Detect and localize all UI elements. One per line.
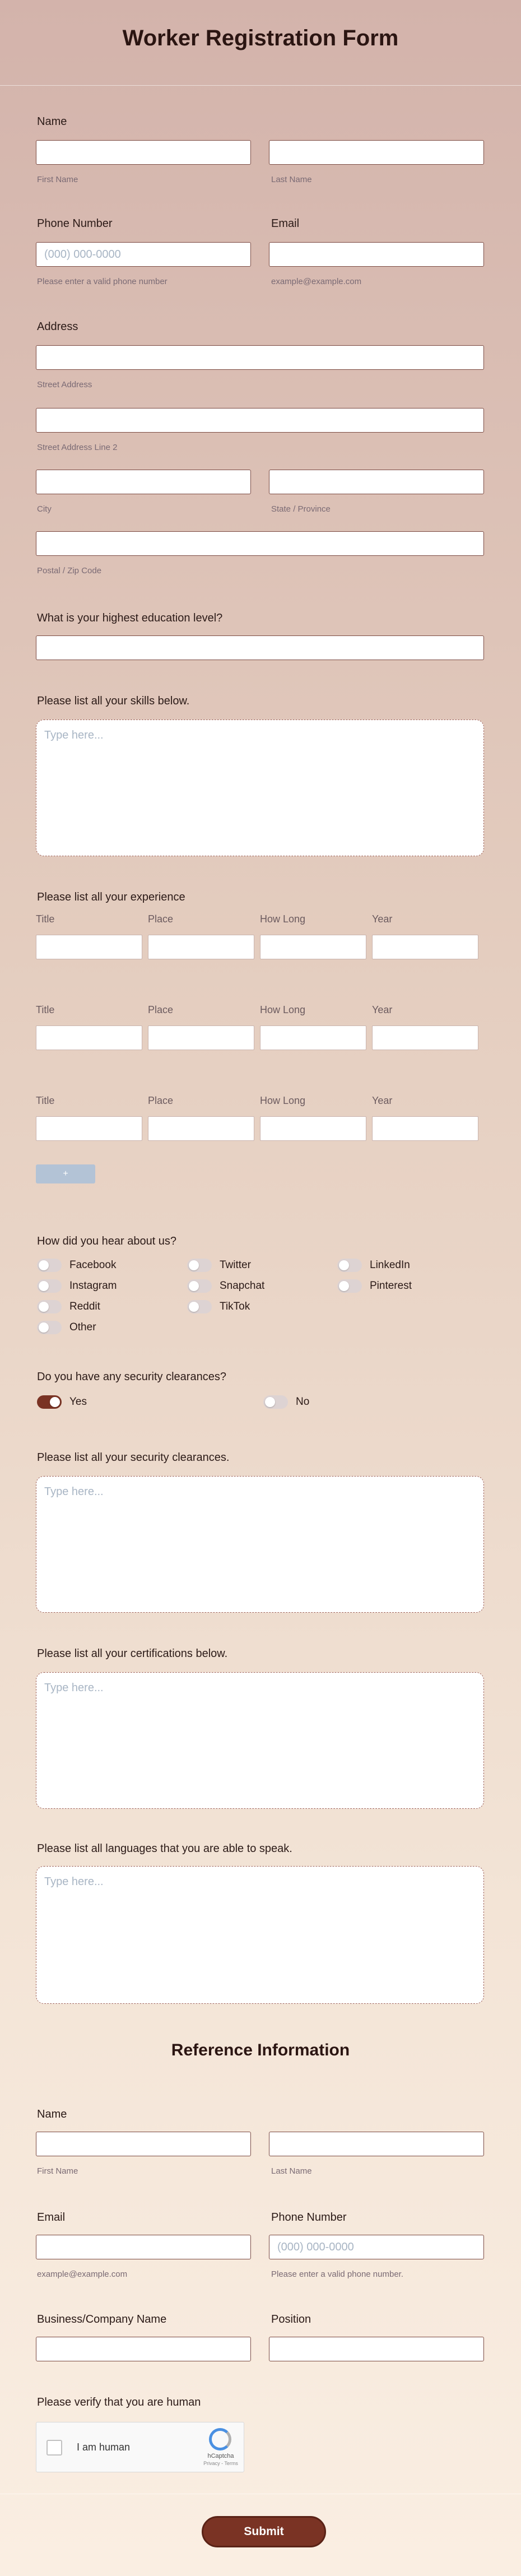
experience-place-input[interactable]	[148, 1025, 254, 1050]
education-input[interactable]	[36, 635, 484, 660]
reference-email-label: Email	[37, 2211, 66, 2224]
postal-code-sublabel: Postal / Zip Code	[37, 566, 102, 575]
option-no[interactable]	[263, 1395, 309, 1409]
option-label: TikTok	[220, 1301, 250, 1312]
option-label: Twitter	[220, 1259, 251, 1271]
option-label: Facebook	[69, 1259, 117, 1271]
option-label: Reddit	[69, 1301, 100, 1312]
skills-textarea[interactable]: Type here...	[36, 720, 484, 856]
toggle-switch[interactable]	[337, 1259, 362, 1272]
reference-first-name-input[interactable]	[36, 2132, 251, 2156]
experience-place-input[interactable]	[148, 1116, 254, 1141]
experience-col-place: Place	[148, 1095, 174, 1106]
experience-col-title: Title	[36, 913, 55, 925]
experience-how-long-input[interactable]	[260, 1025, 366, 1050]
option-label: Instagram	[69, 1280, 117, 1292]
reference-email-input[interactable]	[36, 2235, 251, 2259]
experience-title-input[interactable]	[36, 935, 142, 959]
company-label: Business/Company Name	[37, 2313, 167, 2326]
experience-col-how-long: How Long	[260, 1095, 306, 1106]
toggle-switch[interactable]	[37, 1259, 62, 1272]
option-other[interactable]	[37, 1321, 96, 1334]
experience-col-title: Title	[36, 1004, 55, 1015]
reference-last-name-sublabel: Last Name	[271, 2166, 312, 2176]
city-input[interactable]	[36, 470, 251, 494]
email-label: Email	[271, 217, 300, 230]
toggle-switch[interactable]	[37, 1321, 62, 1334]
captcha-checkbox[interactable]	[46, 2440, 62, 2456]
reference-phone-label: Phone Number	[271, 2211, 347, 2224]
experience-how-long-input[interactable]	[260, 1116, 366, 1141]
certifications-textarea[interactable]: Type here...	[36, 1672, 484, 1809]
certifications-label: Please list all your certifications below.	[37, 1647, 228, 1660]
option-label: No	[296, 1396, 310, 1408]
experience-col-how-long: How Long	[260, 1004, 306, 1015]
option-yes[interactable]	[37, 1395, 87, 1409]
experience-title-input[interactable]	[36, 1116, 142, 1141]
experience-year-input[interactable]	[372, 1025, 478, 1050]
experience-col-how-long: How Long	[260, 913, 306, 925]
state-input[interactable]	[269, 470, 484, 494]
experience-col-year: Year	[372, 1004, 393, 1015]
hcaptcha-logo-icon	[209, 2428, 231, 2450]
first-name-input[interactable]	[36, 140, 251, 165]
clearances-list-label: Please list all your security clearances.	[37, 1451, 230, 1464]
experience-col-title: Title	[36, 1095, 55, 1106]
option-label: LinkedIn	[370, 1259, 410, 1271]
experience-label: Please list all your experience	[37, 891, 185, 903]
experience-col-year: Year	[372, 913, 393, 925]
toggle-switch[interactable]	[263, 1395, 288, 1409]
captcha-widget	[36, 2422, 244, 2472]
toggle-switch[interactable]	[337, 1279, 362, 1293]
clearances-question-label: Do you have any security clearances?	[37, 1371, 226, 1383]
last-name-sublabel: Last Name	[271, 175, 312, 184]
reference-phone-input[interactable]: (000) 000-0000	[269, 2235, 484, 2259]
option-snapchat[interactable]	[187, 1279, 264, 1293]
skills-label: Please list all your skills below.	[37, 695, 190, 707]
reference-name-label: Name	[37, 2108, 67, 2120]
option-pinterest[interactable]	[337, 1279, 412, 1293]
option-tiktok[interactable]	[187, 1300, 250, 1313]
experience-col-year: Year	[372, 1095, 393, 1106]
name-label: Name	[37, 115, 67, 128]
option-label: Snapchat	[220, 1280, 265, 1292]
phone-input[interactable]: (000) 000-0000	[36, 242, 251, 267]
postal-code-input[interactable]	[36, 531, 484, 556]
phone-sublabel: Please enter a valid phone number	[37, 277, 168, 286]
street-address-input[interactable]	[36, 345, 484, 370]
option-facebook[interactable]	[37, 1259, 116, 1272]
toggle-switch[interactable]	[37, 1279, 62, 1293]
reference-email-sublabel: example@example.com	[37, 2269, 128, 2279]
captcha-terms-link[interactable]: Privacy - Terms	[203, 2461, 238, 2466]
languages-label: Please list all languages that you are able to speak.	[37, 1842, 292, 1855]
position-input[interactable]	[269, 2337, 484, 2361]
reference-last-name-input[interactable]	[269, 2132, 484, 2156]
submit-button[interactable]: Submit	[202, 2516, 326, 2547]
city-sublabel: City	[37, 504, 52, 514]
experience-title-input[interactable]	[36, 1025, 142, 1050]
experience-year-input[interactable]	[372, 935, 478, 959]
street-address-sublabel: Street Address	[37, 380, 92, 389]
option-instagram[interactable]	[37, 1279, 117, 1293]
captcha-brand: hCaptcha	[207, 2453, 234, 2459]
experience-col-place: Place	[148, 913, 174, 925]
languages-textarea[interactable]: Type here...	[36, 1866, 484, 2004]
reference-first-name-sublabel: First Name	[37, 2166, 78, 2176]
toggle-switch[interactable]	[187, 1300, 212, 1313]
street-address-2-sublabel: Street Address Line 2	[37, 443, 118, 452]
add-experience-row-button[interactable]: +	[36, 1164, 95, 1183]
option-twitter[interactable]	[187, 1259, 251, 1272]
form-title: Worker Registration Form	[122, 26, 399, 50]
state-sublabel: State / Province	[271, 504, 331, 514]
captcha-label: Please verify that you are human	[37, 2396, 201, 2408]
toggle-switch[interactable]	[187, 1279, 212, 1293]
toggle-switch[interactable]	[37, 1300, 62, 1313]
education-label: What is your highest education level?	[37, 612, 223, 624]
experience-how-long-input[interactable]	[260, 935, 366, 959]
first-name-sublabel: First Name	[37, 175, 78, 184]
option-label: Other	[69, 1321, 96, 1333]
option-linkedin[interactable]	[337, 1259, 410, 1272]
option-reddit[interactable]	[37, 1300, 100, 1313]
reference-section-title: Reference Information	[171, 2041, 350, 2059]
experience-place-input[interactable]	[148, 935, 254, 959]
option-label: Pinterest	[370, 1280, 412, 1292]
toggle-switch[interactable]	[37, 1395, 62, 1409]
street-address-2-input[interactable]	[36, 408, 484, 433]
email-input[interactable]	[269, 242, 484, 267]
address-label: Address	[37, 321, 78, 333]
reference-phone-sublabel: Please enter a valid phone number.	[271, 2269, 403, 2279]
last-name-input[interactable]	[269, 140, 484, 165]
position-label: Position	[271, 2313, 311, 2326]
experience-col-place: Place	[148, 1004, 174, 1015]
hear-about-label: How did you hear about us?	[37, 1235, 177, 1247]
experience-year-input[interactable]	[372, 1116, 478, 1141]
company-input[interactable]	[36, 2337, 251, 2361]
email-sublabel: example@example.com	[271, 277, 362, 286]
phone-label: Phone Number	[37, 217, 113, 230]
toggle-switch[interactable]	[187, 1259, 212, 1272]
form-header	[0, 0, 521, 86]
option-label: Yes	[69, 1396, 87, 1408]
captcha-text: I am human	[77, 2442, 131, 2453]
clearances-textarea[interactable]: Type here...	[36, 1476, 484, 1613]
